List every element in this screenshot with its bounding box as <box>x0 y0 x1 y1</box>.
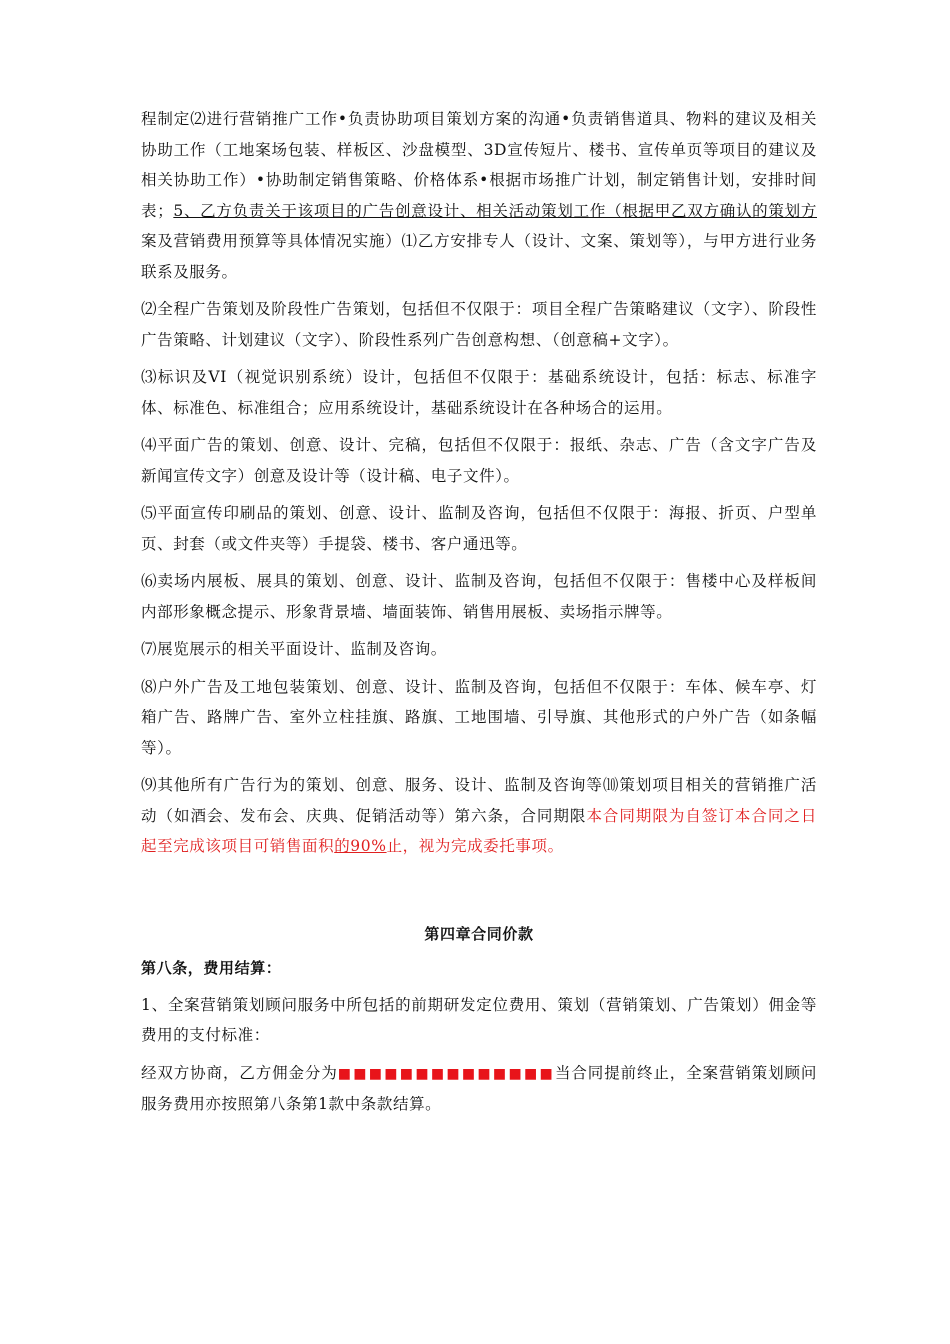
paragraph-item-2: ⑵全程广告策划及阶段性广告策划，包括但不仅限于：项目全程广告策略建议（文字）、阶段性广告策略、计划建议（文字）、阶段性系列广告创意构想、（创意稿+文字）。 <box>141 300 817 349</box>
redacted-blocks: ■■■■■■■■■■■■■■ <box>337 1065 556 1082</box>
paragraph-item-7: ⑺展览展示的相关平面设计、监制及咨询。 <box>141 640 447 658</box>
paragraph-fee-standard: 1、全案营销策划顾问服务中所包括的前期研发定位费用、策划（营销策划、广告策划）佣金等费用的支付标准： <box>141 995 817 1044</box>
spacer <box>141 869 817 919</box>
paragraph-item-8: ⑻户外广告及工地包装策划、创意、设计、监制及咨询，包括但不仅限于：车体、候车亭、灯箱广告、路牌广告、室外立柱挂旗、路旗、工地围墙、引导旗、其他形式的户外广告（如条幅等）。 <box>141 677 817 757</box>
paragraph-item-9 <box>141 770 817 862</box>
highlighted-term-end: 止，视为完成委托事项。 <box>386 837 564 855</box>
text-run: 案及营销费用预算等具体情况实施）⑴乙方安排专人（设计、文案、策划等），与甲方进行业务联系及服务。 <box>141 232 817 281</box>
article-title: 第八条，费用结算： <box>141 959 282 977</box>
highlighted-term-text: 本合同期限为自签订本合同之日起至完成该项目可销售面积 <box>141 806 818 855</box>
document-body <box>141 104 817 1127</box>
paragraph-marketing-work <box>141 104 817 287</box>
paragraph-item-6: ⑹卖场内展板、展具的策划、创意、设计、监制及咨询，包括但不仅限于：售楼中心及样板间内部形象概念提示、形象背景墙、墙面装饰、销售用展板、卖场指示牌等。 <box>141 572 817 621</box>
paragraph-commission <box>141 1058 817 1120</box>
paragraph-item-3: ⑶标识及VI（视觉识别系统）设计，包括但不仅限于：基础系统设计，包括：标志、标准字体、标准色、标准组合；应用系统设计，基础系统设计在各种场合的运用。 <box>141 368 817 417</box>
chapter-title: 第四章合同价款 <box>424 924 534 943</box>
text-run: 当合同提前终止，全案营销策划顾问服务费用亦按照第八条第1款中条款结算。 <box>141 1063 818 1113</box>
paragraph-item-5: ⑸平面宣传印刷品的策划、创意、设计、监制及咨询，包括但不仅限于：海报、折页、户型单页、封套（或文件夹等）手提袋、楼书、客户通迅等。 <box>141 504 817 553</box>
paragraph-item-4: ⑷平面广告的策划、创意、设计、完稿，包括但不仅限于：报纸、杂志、广告（含文字广告及新闻宣传文字）创意及设计等（设计稿、电子文件）。 <box>141 436 817 485</box>
text-run: ⑼其他所有广告行为的策划、创意、服务、设计、监制及咨询等⑽策划项目相关的营销推广活动（如酒会、发布会、庆典、促销活动等）第六条，合同期限 <box>141 776 817 825</box>
text-run: 程制定⑵进行营销推广工作•负责协助项目策划方案的沟通•负责销售道具、物料的建议及相关协助工作（工地案场包装、样板区、沙盘模型、3D宣传短片、楼书、宣传单页等项目的建议及相关协助工作）•协助制定销售策略、价格体系•根据市场推广计划，制定销售计划，安排时间表； <box>141 110 817 220</box>
highlighted-percent: 的90% <box>334 837 387 855</box>
text-run: 经双方协商，乙方佣金分为 <box>141 1063 338 1082</box>
underlined-text: 5、乙方负责关于该项目的广告创意设计、相关活动策划工作（根据甲乙双方确认的策划方 <box>173 201 817 220</box>
